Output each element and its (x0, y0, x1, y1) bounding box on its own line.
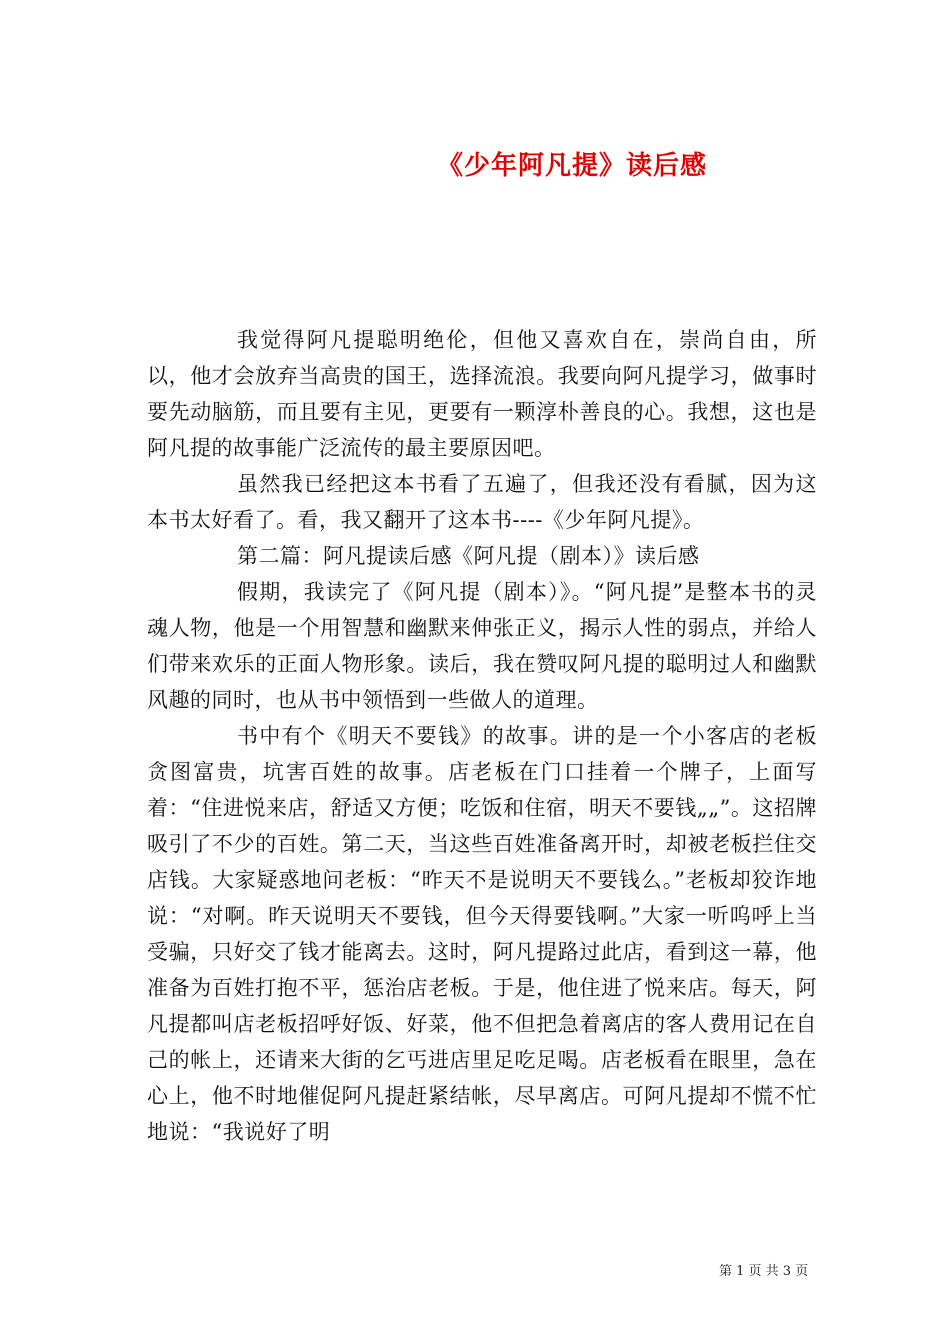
paragraph-1: 我觉得阿凡提聪明绝伦，但他又喜欢自在，崇尚自由，所以，他才会放弃当高贵的国王，选择流浪。我要向阿凡提学习，做事时要先动脑筋，而且要有主见，更要有一颗淳朴善良的心。我想，这也是阿凡提的故事能广泛流传的最主要原因吧。 (147, 328, 817, 460)
document-title: 《少年阿凡提》读后感 (437, 151, 708, 182)
page-footer: 第 1 页 共 3 页 (719, 1264, 809, 1279)
paragraph-3: 假期，我读完了《阿凡提（剧本）》。“阿凡提”是整本书的灵魂人物，他是一个用智慧和幽默来伸张正义，揭示人性的弱点，并给人们带来欢乐的正面人物形象。读后，我在赞叹阿凡提的聪明过人和幽默风趣的同时，也从书中领悟到一些做人的道理。 (147, 580, 817, 712)
section-heading: 第二篇：阿凡提读后感《阿凡提（剧本）》读后感 (237, 544, 700, 568)
paragraph-4: 书中有个《明天不要钱》的故事。讲的是一个小客店的老板贪图富贵，坑害百姓的故事。店老板在门口挂着一个牌子，上面写着：“住进悦来店，舒适又方便；吃饭和住宿，明天不要钱„„”。这招牌吸引了不少的百姓。第二天，当这些百姓准备离开时，却被老板拦住交店钱。大家疑惑地问老板：“昨天不是说明天不要钱么。”老板却狡诈地说：“对啊。昨天说明天不要钱，但今天得要钱啊。”大家一听呜呼上当受骗，只好交了钱才能离去。这时，阿凡提路过此店，看到这一幕，他准备为百姓打抱不平，惩治店老板。于是，他住进了悦来店。每天，阿凡提都叫店老板招呼好饭、好菜，他不但把急着离店的客人费用记在自己的帐上，还请来大街的乞丐进店里足吃足喝。店老板看在眼里，急在心上，他不时地催促阿凡提赶紧结帐，尽早离店。可阿凡提却不慌不忙地说：“我说好了明 (147, 724, 817, 1144)
document-body (147, 322, 817, 1150)
paragraph-2: 虽然我已经把这本书看了五遍了，但我还没有看腻，因为这本书太好看了。看，我又翻开了这本书----《少年阿凡提》。 (147, 472, 817, 532)
